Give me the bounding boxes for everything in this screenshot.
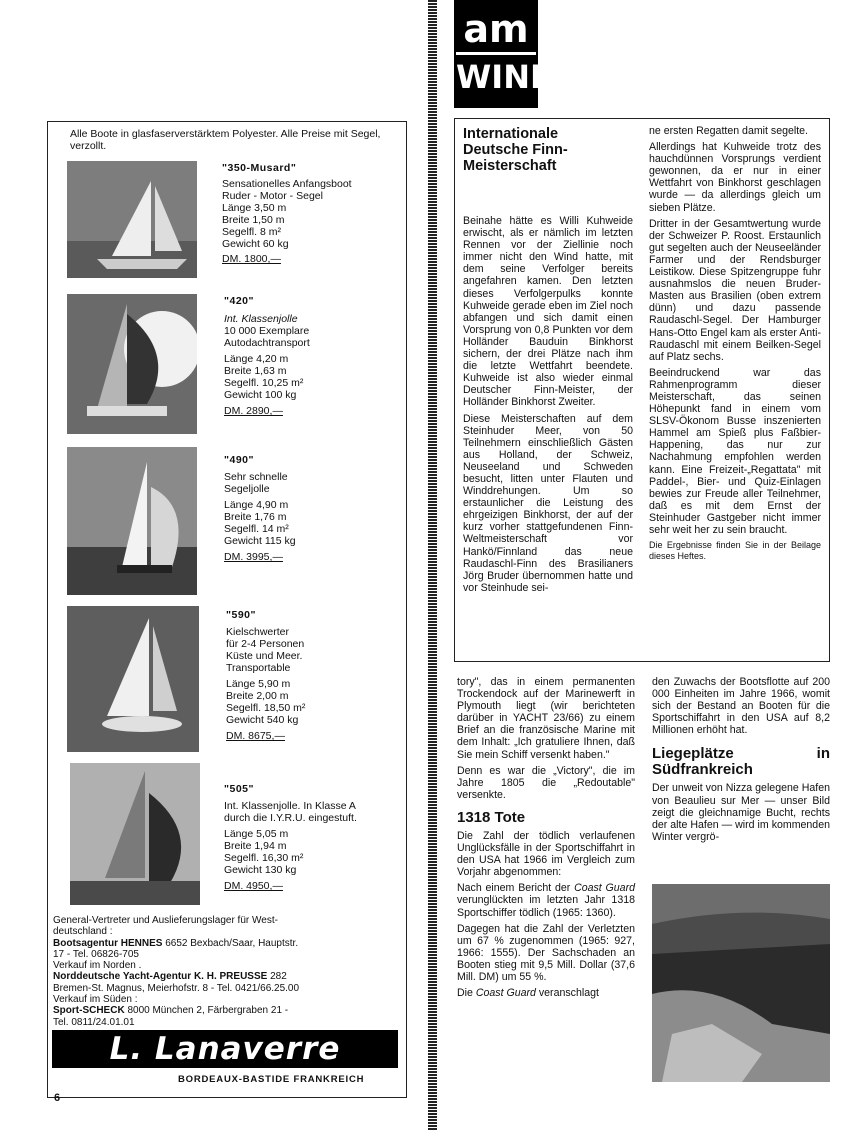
paragraph: Die Zahl der tödlich verlaufenen Unglücksfälle in der Sportschiffahrt in den USA hat 1966 im Vergleich zum Vorjahr abgenommen:: [457, 829, 635, 879]
spec-line: Transportable: [226, 662, 291, 674]
spec-line: Gewicht 115 kg: [224, 535, 296, 547]
dealer-line: 17 - Tel. 06826-705: [53, 948, 139, 960]
logo-line: am: [463, 7, 529, 51]
dealer-name: Sport-SCHECK: [53, 1005, 125, 1017]
spec-line: 10 000 Exemplare: [224, 325, 310, 337]
price: DM. 8675,—: [226, 730, 285, 742]
spec-line: Int. Klassenjolle. In Klasse A: [224, 800, 356, 812]
spec-line: Sehr schnelle: [224, 471, 288, 483]
spec-line: Segelfl. 14 m²: [224, 523, 289, 535]
spec-line: Breite 1,50 m: [222, 214, 285, 226]
page-number: 6: [54, 1092, 61, 1104]
spec-line: Segelfl. 16,30 m²: [224, 852, 304, 864]
spec-line: Segelfl. 8 m²: [222, 226, 281, 238]
price: DM. 3995,—: [224, 551, 283, 563]
spec-line: Gewicht 540 kg: [226, 714, 299, 726]
article-column: [457, 676, 635, 1003]
paragraph: Allerdings hat Kuhweide trotz des hauchdünnen Vorsprungs verdient gewonnen, da er nur in einer Wettfahrt von Binkhorst geschlagen wurde — da allerdings gleich um sieben Plätze.: [649, 141, 821, 214]
sailboat-illustration: [67, 606, 199, 752]
section-logo-am-wind: [454, 0, 557, 108]
article-column: [463, 215, 633, 598]
spec-line: Kielschwerter: [226, 626, 290, 638]
dealer-info: [53, 915, 398, 1028]
spec-line: Breite 1,76 m: [224, 511, 287, 523]
dealer-name: Norddeutsche Yacht-Agentur K. H. PREUSSE: [53, 971, 268, 983]
article-title: Liegeplätze in Südfrankreich: [652, 745, 830, 779]
spec-line: Ruder - Motor - Segel: [222, 190, 323, 202]
spec-line: Segeljolle: [224, 483, 270, 495]
logo-line: WIND: [456, 52, 536, 99]
boat-specs-350-musard: [222, 162, 392, 265]
spec-line: Autodachtransport: [224, 337, 310, 349]
spec-line: Gewicht 100 kg: [224, 389, 297, 401]
paragraph: [457, 882, 635, 918]
paragraph: Der unweit von Nizza gelegene Hafen von Beaulieu sur Mer — unser Bild zeigt die gleichnamige Bucht, rechts der alte Hafen — wird im kommenden Winter vergrö-: [652, 782, 830, 843]
dealer-line: Bremen-St. Magnus, Meierhofstr. 8 - Tel. 0421/66.25.00: [53, 982, 300, 994]
dealer-name: Bootsagentur HENNES: [53, 937, 163, 949]
text-run: Coast Guard: [475, 987, 536, 1000]
harbor-illustration: [652, 884, 830, 1082]
ad-intro: Alle Boote in glasfaserverstärktem Polyester. Alle Preise mit Segel, verzollt.: [70, 128, 381, 152]
sailboat-illustration: [70, 763, 200, 905]
spec-line: Breite 1,63 m: [224, 365, 287, 377]
sailboat-illustration: [67, 161, 197, 278]
text-run: Coast Guard: [574, 882, 635, 895]
text-run: veranschlagt: [535, 987, 599, 1000]
spec-line: Küste und Meer.: [226, 650, 303, 662]
spec-line: Breite 1,94 m: [224, 840, 287, 852]
harbor-photo: [652, 884, 830, 1082]
spec-line: Länge 5,90 m: [226, 678, 291, 690]
dealer-address: 6652 Bexbach/Saar, Hauptstr.: [162, 937, 299, 949]
spec-line: Gewicht 60 kg: [222, 238, 289, 250]
paragraph: den Zuwachs der Bootsflotte auf 200 000 Einheiten im Jahre 1966, womit sich der Bestand an Booten für die Sportschiffahrt in den USA auf 8,2 Millionen erhöht hat.: [652, 676, 830, 737]
boat-name: "350-Musard": [222, 162, 297, 174]
boat-photo-350-musard: [67, 161, 197, 278]
dealer-line: [53, 1005, 398, 1016]
column-divider: [428, 0, 437, 1130]
price: DM. 1800,—: [222, 253, 281, 265]
article-column: [652, 676, 830, 847]
spec-line: Int. Klassenjolle: [224, 313, 298, 325]
boat-specs-420: [224, 295, 394, 417]
sailboat-illustration: [67, 294, 197, 434]
spec-line: Länge 3,50 m: [222, 202, 287, 214]
boat-specs-590: [226, 609, 396, 742]
paragraph: Dritter in der Gesamtwertung wurde der Schweizer P. Roost. Erstaunlich gut segelten auch der Neuseeländer Farmer und der Rendsburger Leistikow. Diese Spitzengruppe fuhr ausnahmslos die neuen Bruder-Masten aus Brasilien (oben extrem dünn) und dazu passende Raudaschl-Segel. Der Hamburger Hans-Otto Engel kam als erster Anti-Raudaschl mit einem Beilken-Segel auf Platz sechs.: [649, 217, 821, 363]
dealer-address: 8000 München 2, Färbergraben 21 -: [124, 1005, 289, 1017]
spec-line: Länge 5,05 m: [224, 828, 289, 840]
spec-line: Länge 4,20 m: [224, 353, 289, 365]
spec-line: Gewicht 130 kg: [224, 864, 297, 876]
boat-name: "505": [224, 783, 254, 795]
paragraph: Diese Meisterschaften auf dem Steinhuder Meer, von 50 Teilnehmern einschließlich Gästen aus Holland, der Schweiz, Neuseeland und Schweden besucht, litten unter Flauten und Winddrehungen. Um so erstaunlicher die Leistung des ehrgeizigen Binkhorst, der auf der kurz vorher stattgefundenen Finn-Weltmeisterschaft vor Hankö/Finnland das neue Raudaschl-Finn des Brasilianers Jörg Bruder übernommen hatte und vor Steinhude sei-: [463, 412, 633, 594]
brand-location: BORDEAUX-BASTIDE FRANKREICH: [178, 1074, 365, 1085]
boat-name: "420": [224, 295, 254, 307]
spec-line: Breite 2,00 m: [226, 690, 289, 702]
boat-photo-420: [67, 294, 197, 434]
price: DM. 2890,—: [224, 405, 283, 417]
text-run: Die: [457, 987, 476, 1000]
paragraph: Denn es war die „Victory", die im Jahre 1805 die „Redoutable" versenkte.: [457, 764, 635, 801]
sailboat-illustration: [67, 447, 197, 595]
dealer-line: [53, 971, 398, 982]
text-run: verunglückten im letzten Jahr 1318 Sportschiffer tödlich (1965: 1360).: [457, 894, 635, 919]
boat-specs-490: [224, 454, 394, 563]
paragraph: Beinahe hätte es Willi Kuhweide erwischt, als er nämlich im letzten Rennen vor der Ziellinie noch immer nicht den Wind hatte, mit dem seine Verfolger bereits angefahren kamen. Den letzten dieses Verfolgerpulks konnte Kuhweide gerade eben im Ziel noch abfangen und sich damit einen Vorsprung von 0,8 Punkten vor dem Holländer Bauduin Binkhorst sichern, der drei Plätze nach ihm die letzte Wettfahrt beendete. Kuhweide ist also wieder einmal Deutscher Finn-Meister, der Holländer Binkhorst Zweiter.: [463, 215, 633, 409]
dealer-line: Verkauf im Norden .: [53, 960, 142, 972]
spec-line: Länge 4,90 m: [224, 499, 289, 511]
spec-line: durch die I.Y.R.U. eingestuft.: [224, 812, 357, 824]
boat-specs-505: [224, 783, 404, 892]
text-run: Nach einem Bericht der: [457, 882, 575, 895]
boat-photo-590: [67, 606, 199, 752]
brand-logo-lanaverre: L. Lanaverre: [52, 1030, 398, 1068]
article-title: Internationale Deutsche Finn-Meisterschaft: [463, 126, 568, 174]
dealer-line: deutschland :: [53, 926, 113, 938]
article-finn-box: [454, 118, 830, 662]
dealer-line: Verkauf im Süden :: [53, 994, 138, 1006]
price: DM. 4950,—: [224, 880, 283, 892]
advertisement-box: [47, 121, 407, 1098]
article-title: 1318 Tote: [457, 808, 526, 826]
dealer-line: General-Vertreter und Auslieferungslager für West-: [53, 915, 278, 926]
paragraph: Beeindruckend war das Rahmenprogramm dieser Meisterschaft, das seinen Höhepunkt fand in einem vom SLSV-Ökonom Busse inszenierten Hammel am Spieß plus Faßbier-Happening, das nur zur Nachahmung empfohlen werden kann. Eine Freizeit-„Regattata" mit Paddel-, Bier- und Quiz-Einlagen bewies zur Freude aller Teilnehmer, daß es mit dem Ernst der Steinhuder Gastgeber nicht immer sehr weit her zu sein braucht.: [649, 366, 821, 536]
paragraph: tory", das in einem permanenten Trockendock auf der Marinewerft in Plymouth liegt (wir berichteten darüber in YACHT 23/66) zu einem Brief an die französische Marine mit dem Inhalt: „Ich gratuliere Ihnen, daß Sie mein Schiff versenkt haben.": [457, 676, 635, 761]
boat-name: "490": [224, 454, 254, 466]
boat-photo-490: [67, 447, 197, 595]
spec-line: Sensationelles Anfangsboot: [222, 178, 352, 190]
article-column: [649, 125, 821, 565]
dealer-line: Tel. 0811/24.01.01: [53, 1016, 135, 1028]
spec-line: für 2-4 Personen: [226, 638, 305, 650]
dealer-line: [53, 938, 398, 949]
spec-line: Segelfl. 10,25 m²: [224, 377, 304, 389]
paragraph: ne ersten Regatten damit segelte.: [649, 125, 809, 137]
boat-photo-505: [70, 763, 200, 905]
note: Die Ergebnisse finden Sie in der Beilage dieses Heftes.: [649, 540, 821, 561]
dealer-address: 282: [267, 971, 287, 983]
spec-line: Segelfl. 18,50 m²: [226, 702, 306, 714]
boat-name: "590": [226, 609, 256, 621]
paragraph: [457, 987, 635, 999]
paragraph: Dagegen hat die Zahl der Verletzten um 67 % zugenommen (1965: 927, 1966: 1555). Der Sachschaden an Booten stieg mit 9,5 Mill. Dollar (37,6 Mill. DM) um 55 %.: [457, 922, 635, 983]
